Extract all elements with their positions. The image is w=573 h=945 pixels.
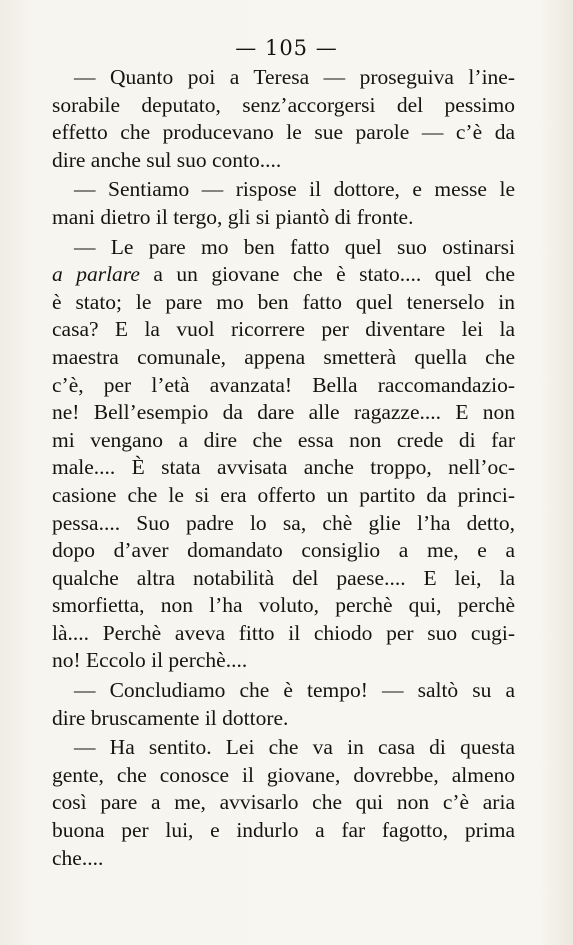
line-text: ne! Bell’esempio da dare alle ragazze.... E non [52,400,515,425]
line-text: dopo d’aver domandato consiglio a me, e a [52,538,515,563]
line-text: a un giovane che è stato.... quel che [139,262,515,287]
text-line [52,762,515,790]
text-line [52,482,515,510]
line-text: sorabile deputato, senz’accorgersi del pessimo [52,92,515,117]
line-text: — Le pare mo ben fatto quel suo ostinarsi [74,234,515,259]
body-text [52,64,515,872]
line-text: così pare a me, avvisarlo che qui non c’è aria [52,790,515,815]
line-text: buona per lui, e indurlo a far fagotto, prima [52,818,515,843]
text-line [52,261,515,289]
text-line [52,204,515,232]
italic-phrase: a parlare [52,262,140,287]
text-line [52,620,515,648]
line-text: mi vengano a dire che essa non crede di far [52,427,515,452]
line-text: effetto che producevano le sue parole — c’è da [52,120,515,145]
line-text: dire anche sul suo conto.... [52,147,282,172]
text-line [52,789,515,817]
line-text: che.... [52,845,104,870]
line-text: gente, che conosce il giovane, dovrebbe, almeno [52,762,515,787]
line-text: — Sentiamo — rispose il dottore, e messe le [74,177,515,202]
line-text: smorfietta, non l’ha voluto, perchè qui, perchè [52,593,515,618]
line-text: è stato; le pare mo ben fatto quel tenerselo in [52,289,515,314]
text-line [52,344,515,372]
text-line [52,234,515,262]
text-line [52,399,515,427]
page-number: — 105 — [235,36,338,60]
text-line [52,316,515,344]
line-text: maestra comunale, appena smetterà quella che [52,344,515,369]
text-line [52,734,515,762]
line-text: dire bruscamente il dottore. [52,705,289,730]
text-line [52,647,515,675]
text-line [52,565,515,593]
line-text: là.... Perchè aveva fitto il chiodo per suo cugi- [52,620,515,645]
line-text: casione che le si era offerto un partito da princi- [52,482,515,507]
line-text: male.... È stata avvisata anche troppo, nell’oc- [52,455,515,480]
text-line [52,427,515,455]
text-line [52,147,515,175]
line-text: pessa.... Suo padre lo sa, chè glie l’ha detto, [52,510,515,535]
text-line [52,705,515,733]
line-text: qualche altra notabilità del paese.... E lei, la [52,565,515,590]
text-line [52,845,515,873]
line-text: mani dietro il tergo, gli si piantò di fronte. [52,204,414,229]
line-text: — Quanto poi a Teresa — proseguiva l’ine- [74,65,515,89]
text-line [52,592,515,620]
line-text: — Concludiamo che è tempo! — saltò su a [74,678,515,703]
text-line [52,677,515,705]
text-line [52,817,515,845]
text-line [52,176,515,204]
text-line [52,454,515,482]
text-line [52,64,515,92]
line-text: — Ha sentito. Lei che va in casa di questa [74,735,515,760]
text-line [52,537,515,565]
text-line [52,510,515,538]
line-text: no! Eccolo il perchè.... [52,648,248,673]
text-line [52,372,515,400]
text-line [52,92,515,120]
line-text: casa? E la vuol ricorrere per diventare lei la [52,317,515,342]
line-text: c’è, per l’età avanzata! Bella raccomandazio- [52,372,515,397]
text-line [52,289,515,317]
text-line [52,119,515,147]
